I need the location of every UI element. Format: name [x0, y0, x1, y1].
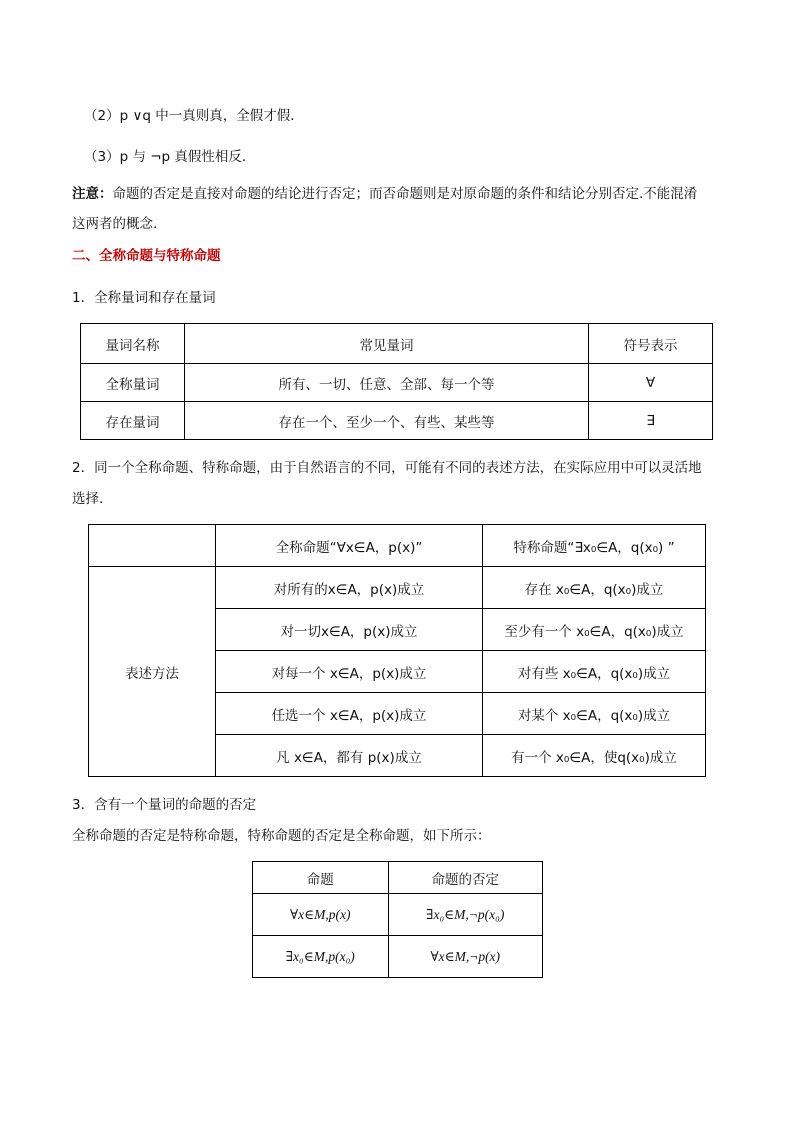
item2-text-1: 2．同一个全称命题、特称命题，由于自然语言的不同，可能有不同的表述方法，在实际应用中可以灵活地 [72, 460, 702, 476]
table-cell: 至少有一个 x₀∈A，q(x₀)成立 [483, 609, 706, 651]
table-cell: ∃ [589, 402, 713, 440]
table-header: 全称命题“∀x∈A，p(x)” [216, 525, 483, 567]
line-p-or-q: （2）p ∨q 中一真则真，全假才假． [84, 108, 304, 124]
table-cell: 存在 x₀∈A，q(x₀)成立 [483, 567, 706, 609]
note-line-1 [72, 184, 697, 204]
section-heading: 二、全称命题与特称命题 [72, 248, 221, 264]
note-label: 注意： [72, 186, 113, 202]
table-cell: 对有些 x₀∈A，q(x₀)成立 [483, 651, 706, 693]
table-cell: 对某个 x₀∈A，q(x₀)成立 [483, 693, 706, 735]
table-cell: 任选一个 x∈A，p(x)成立 [216, 693, 483, 735]
expression-table [88, 524, 706, 777]
table-cell: ∃x₀∈M,p(x₀) [253, 936, 389, 978]
table-row [253, 936, 543, 978]
table-row [253, 894, 543, 936]
line-p-not-p: （3）p 与 ¬p 真假性相反． [84, 149, 256, 165]
table-row [253, 862, 543, 894]
table-header: 命题 [253, 862, 389, 894]
negation-table [252, 861, 543, 978]
table-cell: 凡 x∈A，都有 p(x)成立 [216, 735, 483, 777]
table-cell: 存在一个、至少一个、有些、某些等 [185, 402, 589, 440]
table-cell: 对每一个 x∈A，p(x)成立 [216, 651, 483, 693]
table-cell: ∀ [589, 364, 713, 402]
table-cell: 有一个 x₀∈A，使q(x₀)成立 [483, 735, 706, 777]
row-label: 表述方法 [89, 567, 216, 777]
table-row [81, 324, 713, 364]
table-cell: ∀x∈M,¬p(x) [388, 936, 542, 978]
table-row [81, 402, 713, 440]
table-header: 常见量词 [185, 324, 589, 364]
table-cell: 对所有的x∈A，p(x)成立 [216, 567, 483, 609]
item2-text-2: 选择. [72, 491, 104, 507]
note-text-1: 命题的否定是直接对命题的结论进行否定；而否命题则是对原命题的条件和结论分别否定.不能混淆 [112, 186, 698, 202]
table-header: 量词名称 [81, 324, 185, 364]
table-header: 符号表示 [589, 324, 713, 364]
table-row [81, 364, 713, 402]
table-cell: ∃x₀∈M,¬p(x₀) [388, 894, 542, 936]
table-row [89, 567, 706, 609]
table-cell: ∀x∈M,p(x) [253, 894, 389, 936]
item1-title: 1．全称量词和存在量词 [72, 290, 216, 306]
table-header: 特称命题“∃x₀∈A，q(x₀) ” [483, 525, 706, 567]
table-header: 命题的否定 [388, 862, 542, 894]
table-row [89, 525, 706, 567]
item3-text: 全称命题的否定是特称命题，特称命题的否定是全称命题，如下所示： [72, 828, 491, 844]
table-corner-cell [89, 525, 216, 567]
table-cell: 对一切x∈A，p(x)成立 [216, 609, 483, 651]
note-text-2: 这两者的概念. [72, 216, 158, 232]
item3-title: 3．含有一个量词的命题的否定 [72, 797, 257, 813]
table-cell: 所有、一切、任意、全部、每一个等 [185, 364, 589, 402]
table-cell: 存在量词 [81, 402, 185, 440]
quantifier-table [80, 323, 713, 440]
table-cell: 全称量词 [81, 364, 185, 402]
